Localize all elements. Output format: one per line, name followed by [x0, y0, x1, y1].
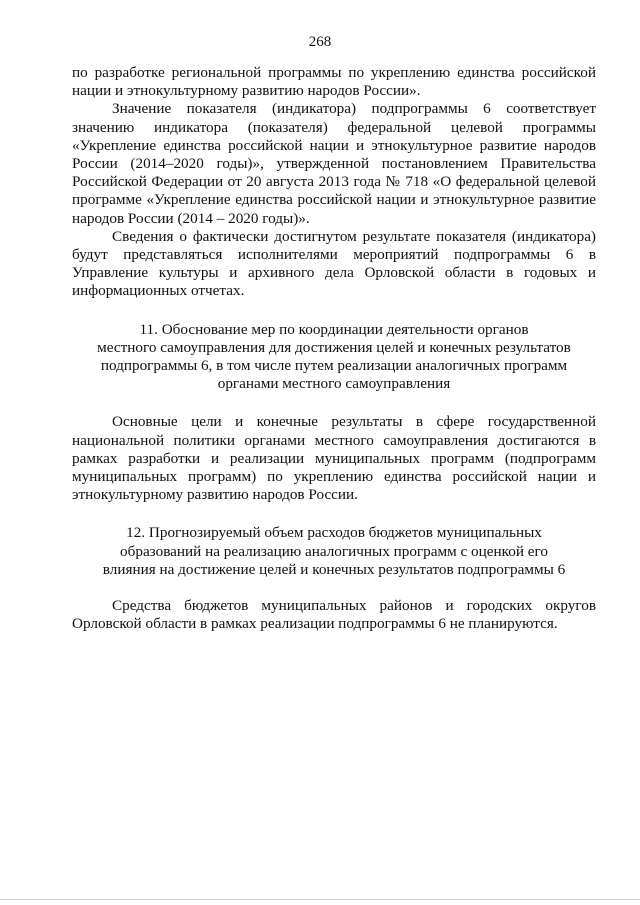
- document-body: [72, 64, 596, 633]
- paragraph-indicator-value: Значение показателя (индикатора) подпрограммы 6 соответствует значению индикатора (показателя) федеральной целевой программы «Укрепление единства российской нации и этнокультурное развитие народов России (2014–2020 годы)», утвержденной постановлением Правительства Российской Федерации от 20 августа 2013 года № 718 «О федеральной целевой программе «Укрепление единства российской нации и этнокультурное развитие народов России (2014 – 2020 годы)».: [72, 100, 596, 227]
- spacer: [72, 504, 596, 524]
- paragraph-municipal-goals: Основные цели и конечные результаты в сфере государственной национальной политики органами местного самоуправления достигаются в рамках разработки и реализации муниципальных программ (подпрограмм муниципальных программ) по укреплению единства российской нации и этнокультурному развитию народов России.: [72, 413, 596, 504]
- section-heading-11: 11. Обоснование мер по координации деятельности органов местного самоуправления для достижения целей и конечных результатов подпрограммы 6, в том числе путем реализации аналогичных программ органами местного самоуправления: [97, 320, 571, 393]
- paragraph-municipal-budgets: Средства бюджетов муниципальных районов и городских округов Орловской области в рамках реализации подпрограммы 6 не планируются.: [72, 597, 596, 633]
- spacer: [72, 393, 596, 413]
- page-bottom-edge: [0, 899, 640, 900]
- paragraph-indicator-reporting: Сведения о фактически достигнутом результате показателя (индикатора) будут представляться исполнителями мероприятий подпрограммы 6 в Управление культуры и архивного дела Орловской области в годовых и информационных отчетах.: [72, 227, 596, 300]
- page-number: 268: [308, 34, 332, 50]
- spacer: [72, 579, 596, 597]
- spacer: [72, 301, 596, 321]
- paragraph-continuation: по разработке региональной программы по укреплению единства российской нации и этнокультурному развитию народов России».: [72, 64, 596, 100]
- section-heading-12: 12. Прогнозируемый объем расходов бюджетов муниципальных образований на реализацию аналогичных программ с оценкой его влияния на достижение целей и конечных результатов подпрограммы 6: [102, 524, 566, 578]
